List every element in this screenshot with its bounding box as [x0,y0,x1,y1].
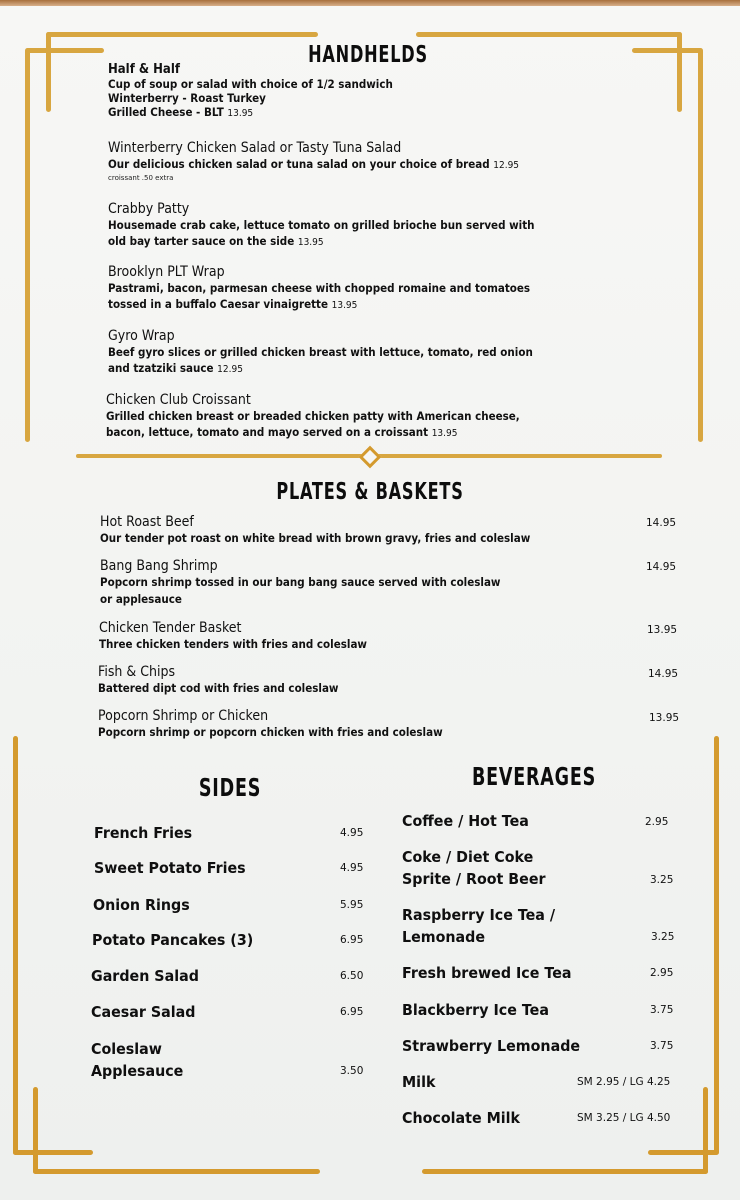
side-item [91,1038,364,1082]
item-name: Strawberry Lemonade [402,1037,581,1055]
item-name: Raspberry Ice Tea / [402,906,556,924]
beverage-item [402,904,675,948]
item-name: Coleslaw [91,1040,162,1058]
item-name: Hot Roast Beef [100,514,194,530]
item-name: Onion Rings [93,896,190,914]
side-item [93,894,364,916]
frame-line [26,48,104,53]
item-price: 3.75 [650,1004,674,1016]
item-note: croissant .50 extra [108,174,174,182]
item-name: Chicken Club Croissant [106,392,251,408]
item-name: Fish & Chips [98,664,176,680]
item-name: Fresh brewed Ice Tea [402,964,572,982]
frame-line [416,32,682,37]
item-name: Sweet Potato Fries [94,859,246,877]
side-item [94,822,364,844]
item-desc: Grilled Cheese - BLT 13.95 [108,105,254,119]
item-price: 14.95 [648,668,679,680]
item-price: 14.95 [646,561,677,573]
item-name: Potato Pancakes (3) [92,931,254,949]
item-desc: or applesauce [100,592,182,606]
frame-line [13,1150,93,1155]
item-name: Brooklyn PLT Wrap [108,264,225,280]
item-name: Chocolate Milk [402,1109,521,1127]
frame-line [33,1087,38,1174]
item-price: 6.50 [340,970,364,982]
item-desc: Housemade crab cake, lettuce tomato on grilled brioche bun served with [108,218,535,232]
item-price: 3.75 [650,1040,674,1052]
section-title-handhelds: HANDHELDS [308,42,428,68]
item-price: 13.95 [431,428,458,439]
frame-line [46,32,318,37]
item-price: 6.95 [340,1006,364,1018]
item-name: Coffee / Hot Tea [402,812,529,830]
item-name: Caesar Salad [91,1003,196,1021]
item-name: Chicken Tender Basket [99,620,242,636]
menu-item-chicken-club-croissant [106,392,566,442]
item-name: Half & Half [108,62,180,77]
item-price: 3.50 [340,1065,364,1077]
item-price: 3.25 [651,931,675,943]
item-desc: Popcorn shrimp tossed in our bang bang sauce served with coleslaw [100,575,501,589]
item-name: Blackberry Ice Tea [402,1001,549,1019]
item-price: SM 3.25 / LG 4.50 [577,1112,671,1124]
beverage-item [402,1071,671,1093]
menu-item-fish-and-chips [98,664,698,697]
item-price: 5.95 [340,899,364,911]
beverage-item [402,1107,671,1129]
item-name: Garden Salad [91,967,199,985]
item-price: 13.95 [297,237,324,248]
menu-item-hot-roast-beef [100,514,700,547]
item-desc: Our tender pot roast on white bread with brown gravy, fries and coleslaw [100,531,531,545]
item-price: 13.95 [331,300,358,311]
frame-line [33,1169,320,1174]
item-price: 13.95 [227,108,254,119]
side-item [94,857,364,879]
section-title-sides: SIDES [198,773,262,802]
item-price: 4.95 [340,862,364,874]
frame-line [632,48,702,53]
item-price: 3.25 [650,874,674,886]
menu-item-crabby-patty [108,201,582,251]
frame-line [648,1150,718,1155]
frame-line [677,32,682,112]
item-price: 12.95 [217,364,243,375]
frame-line [46,32,51,112]
side-item [91,1001,364,1023]
beverage-item [402,1035,674,1057]
item-desc: tossed in a buffalo Caesar vinaigrette 13.95 [108,297,358,311]
item-name: Bang Bang Shrimp [100,558,218,574]
item-name: Coke / Diet Coke [402,848,534,866]
frame-line [703,1087,708,1174]
item-price: SM 2.95 / LG 4.25 [577,1076,671,1088]
item-name: Gyro Wrap [108,328,175,344]
frame-line [25,48,30,442]
item-desc: Battered dipt cod with fries and coleslaw [98,681,339,695]
frame-line [13,736,18,1056]
item-desc: old bay tarter sauce on the side 13.95 [108,234,324,248]
item-name: Lemonade [402,928,486,946]
section-title-plates-baskets: PLATES & BASKETS [276,479,464,505]
item-name: Milk [402,1073,436,1091]
item-desc: Three chicken tenders with fries and coleslaw [99,637,367,651]
item-price: 2.95 [645,816,669,828]
frame-line [422,1169,708,1174]
item-name: Applesauce [91,1062,184,1080]
frame-line [13,1030,18,1155]
item-price: 12.95 [493,160,520,171]
frame-line [714,1030,719,1155]
item-name: Crabby Patty [108,201,190,217]
item-name: Sprite / Root Beer [402,870,546,888]
item-name: Winterberry Chicken Salad or Tasty Tuna Salad [108,140,402,156]
item-desc: Popcorn shrimp or popcorn chicken with fries and coleslaw [98,725,443,739]
item-price: 6.95 [340,934,364,946]
item-desc: Pastrami, bacon, parmesan cheese with chopped romaine and tomatoes [108,281,531,295]
menu-item-popcorn-shrimp-chicken [98,708,698,741]
menu-item-chicken-tender-basket [99,620,699,653]
menu-item-brooklyn-plt-wrap [108,264,577,314]
item-name: French Fries [94,824,193,842]
item-desc: Our delicious chicken salad or tuna salad on your choice of bread 12.95 [108,157,520,171]
menu-item-chicken-tuna-salad [108,140,565,182]
beverage-item [402,962,674,984]
side-item [91,965,364,987]
item-price: 14.95 [646,517,677,529]
item-price: 13.95 [647,624,678,636]
frame-line [698,48,703,442]
menu-item-bang-bang-shrimp [100,558,700,608]
item-desc: bacon, lettuce, tomato and mayo served on a croissant 13.95 [106,425,458,439]
item-price: 4.95 [340,827,364,839]
item-name: Popcorn Shrimp or Chicken [98,708,269,724]
item-desc: Winterberry - Roast Turkey [108,91,266,105]
item-desc: and tzatziki sauce 12.95 [108,361,243,375]
beverage-item [402,810,669,832]
frame-line [714,736,719,1056]
menu-item-gyro-wrap [108,328,580,378]
item-price: 2.95 [650,967,674,979]
beverage-item [402,999,674,1021]
item-desc: Cup of soup or salad with choice of 1/2 sandwich [108,77,393,91]
menu-item-half-and-half [108,62,425,121]
side-item [92,929,364,951]
beverage-item [402,846,674,890]
section-title-beverages: BEVERAGES [471,762,597,791]
item-desc: Grilled chicken breast or breaded chicken patty with American cheese, [106,409,520,423]
item-price: 13.95 [649,712,680,724]
item-desc: Beef gyro slices or grilled chicken breast with lettuce, tomato, red onion [108,345,533,359]
